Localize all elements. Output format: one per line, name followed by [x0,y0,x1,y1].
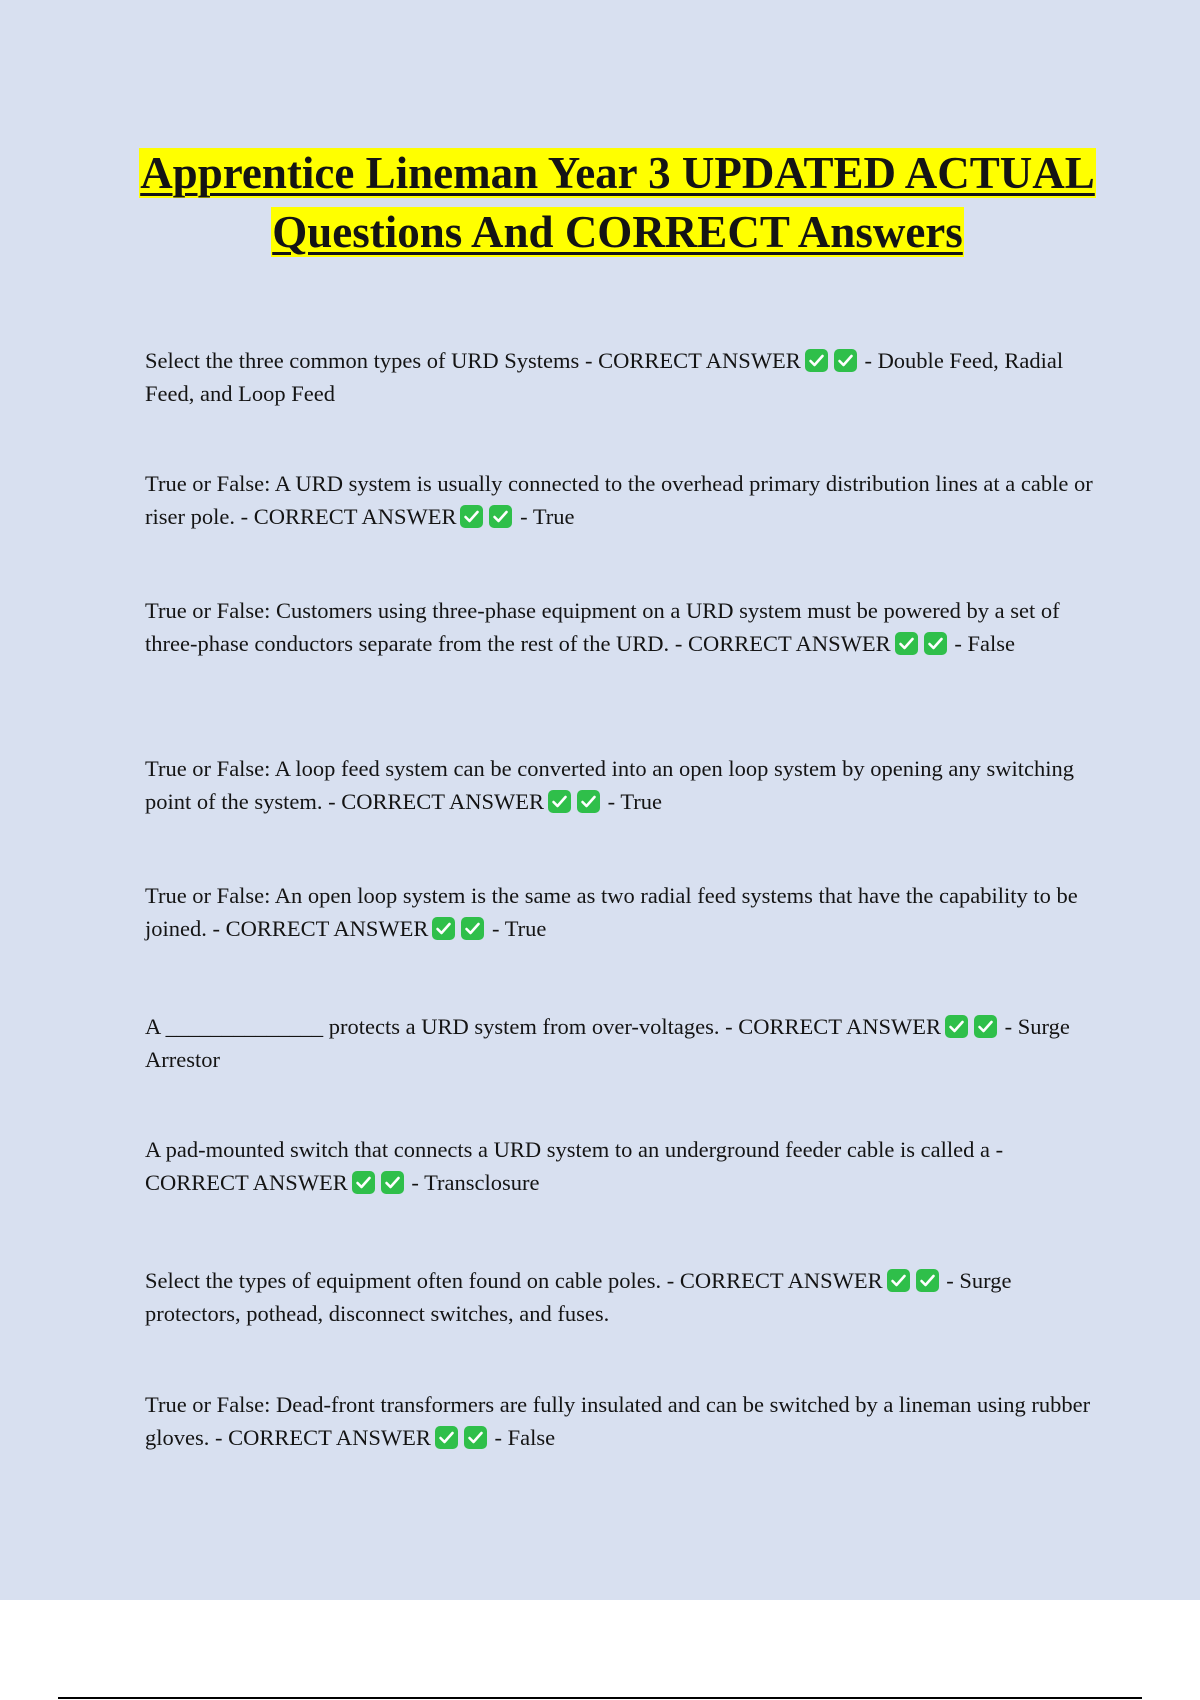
qa-item-4: True or False: A loop feed system can be converted into an open loop system by opening any switching point of the system. - CORRECT ANSWER - True [145,756,1075,814]
answer-text: False [967,631,1015,656]
question-text: True or False: A loop feed system can be converted into an open loop system by opening any switching point of the system. [145,756,1075,814]
qa-item-2: True or False: A URD system is usually connected to the overhead primary distribution lines at a cable or riser pole. - CORRECT ANSWER - True [145,471,1093,529]
check-icon [834,349,857,372]
check-icon [887,1269,910,1292]
answer-text: True [532,504,575,529]
answer-marker: CORRECT ANSWER [687,631,891,656]
answer-marker: CORRECT ANSWER [738,1014,941,1039]
check-icon [805,349,828,372]
answer-marker: CORRECT ANSWER [253,504,457,529]
check-icon [464,1426,487,1449]
qa-item-9: True or False: Dead-front transformers are fully insulated and can be switched by a lineman using rubber gloves. - CORRECT ANSWER - False [145,1392,1091,1450]
answer-marker: CORRECT ANSWER [341,789,544,814]
check-icon [945,1015,968,1038]
question-text: True or False: An open loop system is the same as two radial feed systems that have the capability to be joined. [145,883,1078,941]
answer-text: True [620,789,663,814]
title-highlight: Apprentice Lineman Year 3 UPDATED ACTUAL Questions And CORRECT Answers [140,148,1095,257]
answer-marker: CORRECT ANSWER [679,1268,883,1293]
answer-text: Surge Arrestor [145,1014,1070,1072]
answer-marker: CORRECT ANSWER [225,916,429,941]
answer-text: Double Feed, Radial Feed, and Loop Feed [145,348,1064,406]
answer-text: True [504,916,547,941]
check-icon [974,1015,997,1038]
answer-marker: CORRECT ANSWER [598,348,801,373]
qa-item-3: True or False: Customers using three-phase equipment on a URD system must be powered by a set of three-phase conductors separate from the rest of the URD. - CORRECT ANSWER - False [145,598,1060,656]
check-icon [460,505,483,528]
answer-text: False [507,1425,556,1450]
check-icon [924,632,947,655]
answer-marker: CORRECT ANSWER [145,1170,348,1195]
qa-item-8: Select the types of equipment often found on cable poles. - CORRECT ANSWER - Surge protectors, pothead, disconnect switches, and fuses. [145,1268,1012,1326]
check-icon [916,1269,939,1292]
qa-item-6: A ______________ protects a URD system from over-voltages. - CORRECT ANSWER - Surge Arrestor [145,1014,1070,1072]
qa-item-7: A pad-mounted switch that connects a URD system to an underground feeder cable is called a - CORRECT ANSWER - Transclosure [145,1137,1004,1195]
question-text: Select the three common types of URD Systems [145,348,580,373]
check-icon [381,1171,404,1194]
footer-rule [58,1697,1142,1699]
question-text: Select the types of equipment often found on cable poles. [145,1268,662,1293]
check-icon [435,1426,458,1449]
check-icon [352,1171,375,1194]
question-text: True or False: A URD system is usually connected to the overhead primary distribution lines at a cable or riser pole. [145,471,1093,529]
answer-text: Surge protectors, pothead, disconnect switches, and fuses. [145,1268,1012,1326]
qa-item-5: True or False: An open loop system is the same as two radial feed systems that have the capability to be joined. - CORRECT ANSWER - True [145,883,1078,941]
answer-text: Transclosure [424,1170,540,1195]
document-title [130,144,1105,262]
check-icon [489,505,512,528]
question-text: A pad-mounted switch that connects a URD system to an underground feeder cable is called a [145,1137,990,1162]
question-text: A ______________ protects a URD system from over-voltages. [145,1014,720,1039]
check-icon [461,917,484,940]
question-text: True or False: Dead-front transformers are fully insulated and can be switched by a lineman using rubber gloves. [145,1392,1091,1450]
check-icon [895,632,918,655]
question-text: True or False: Customers using three-phase equipment on a URD system must be powered by a set of three-phase conductors separate from the rest of the URD. [145,598,1060,656]
check-icon [548,790,571,813]
qa-item-1: Select the three common types of URD Systems - CORRECT ANSWER - Double Feed, Radial Feed, and Loop Feed [145,348,1064,406]
answer-marker: CORRECT ANSWER [228,1425,431,1450]
check-icon [577,790,600,813]
check-icon [432,917,455,940]
